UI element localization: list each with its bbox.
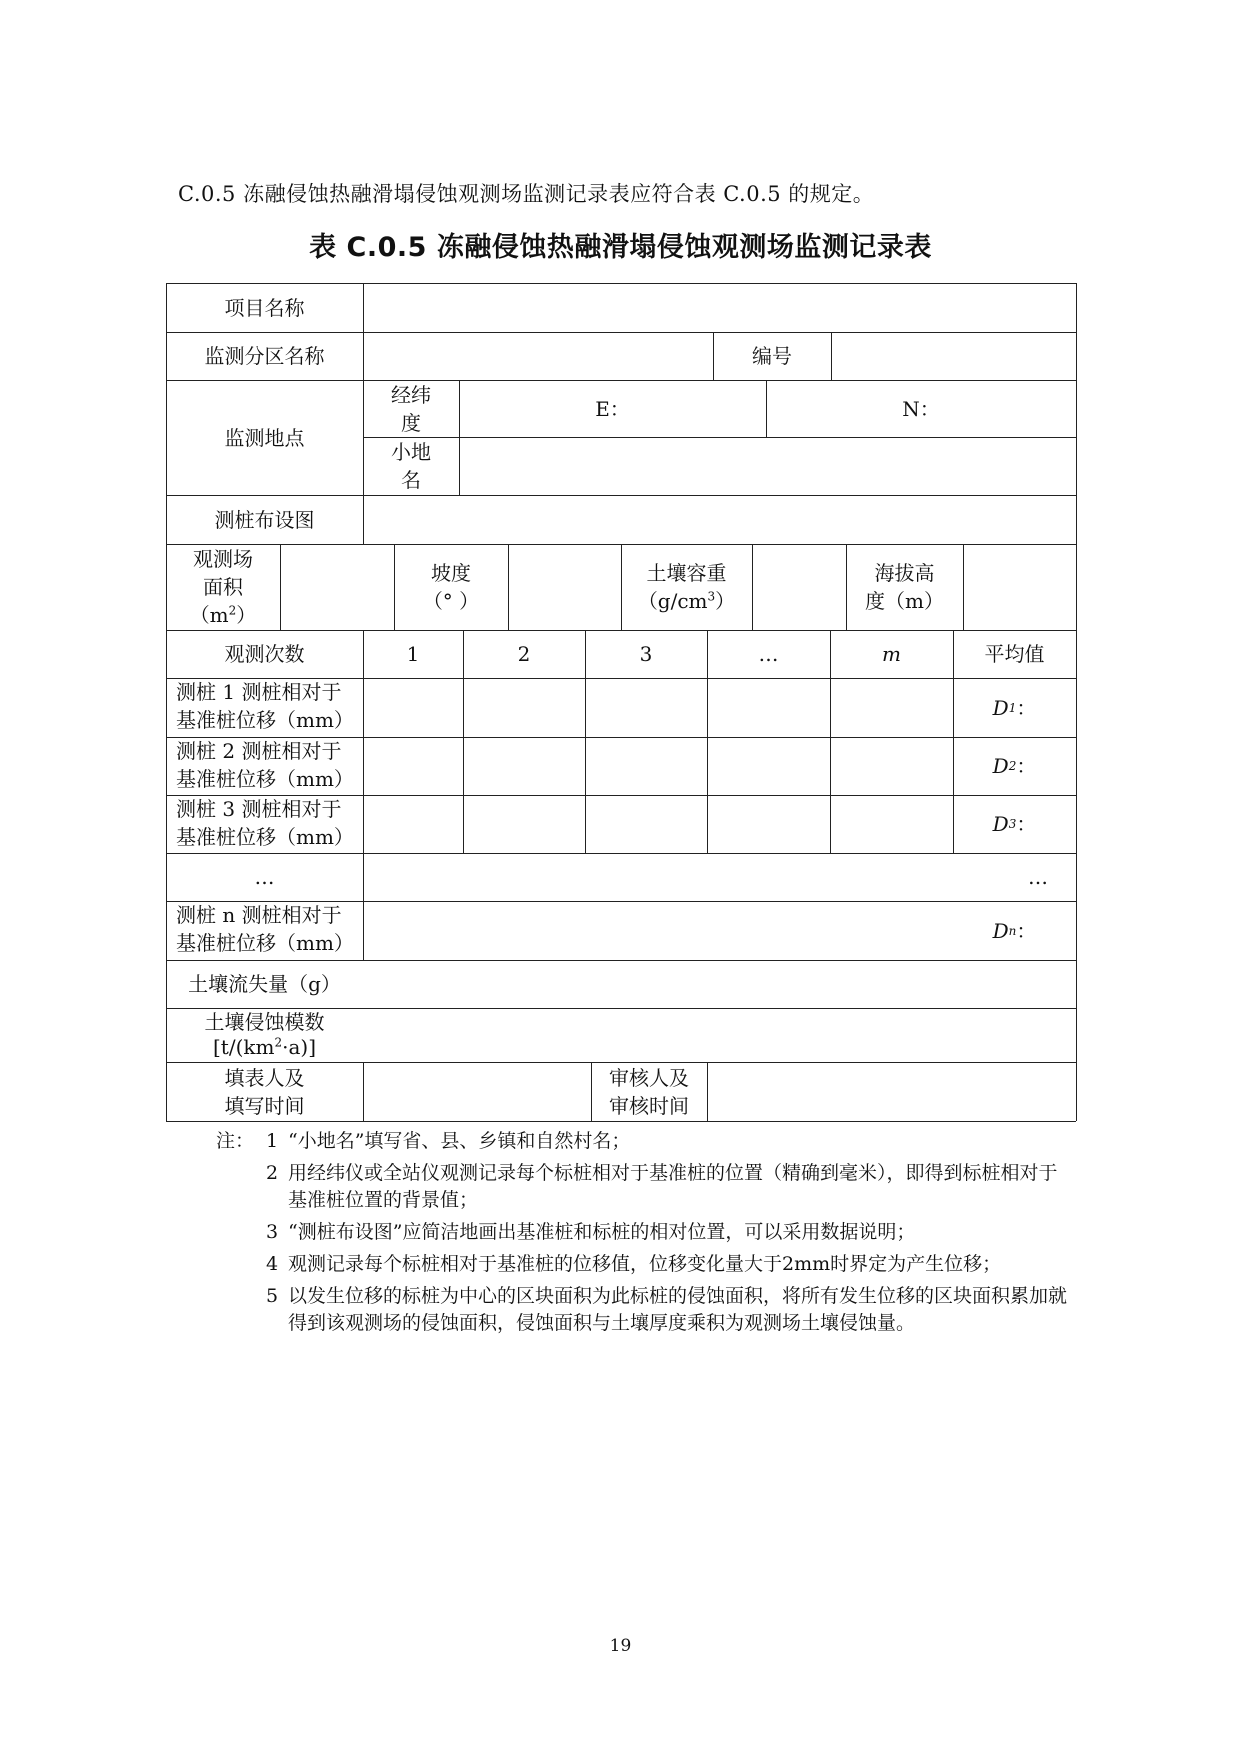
- observation-col-2: 2: [517, 642, 531, 666]
- notes-head: 注：: [216, 1130, 255, 1152]
- ellipsis-row-average: …: [1028, 865, 1048, 889]
- col-line: [752, 544, 753, 630]
- note-item: 2 用经纬仪或全站仪观测记录每个标桩相对于基准桩的位置（精确到毫米），即得到标桩相对于基准桩位置的背景值；: [266, 1162, 1058, 1211]
- layout-map-label: 测桩布设图: [214, 507, 315, 532]
- observation-col-3: 3: [639, 642, 653, 666]
- reviewer-label: 审核人及 审核时间: [609, 1065, 689, 1118]
- observation-col-ellipsis: …: [758, 642, 779, 666]
- page-number: 19: [609, 1636, 632, 1656]
- col-line: [707, 1062, 708, 1121]
- col-line: [508, 544, 509, 630]
- serial-number-label: 编号: [752, 344, 792, 368]
- project-name-label: 项目名称: [224, 295, 305, 320]
- filler-label: 填表人及 填写时间: [224, 1065, 305, 1118]
- pile-1-label: 测桩 1 测桩相对于 基准桩位移（mm）: [176, 680, 354, 732]
- table-border-bottom: [166, 1121, 1076, 1122]
- site-area-label: 观测场 面积 $(m^2)$: [189, 547, 257, 627]
- row-line: [363, 437, 1076, 438]
- col-line: [963, 544, 964, 630]
- note-item: 3 “测桩布设图”应简洁地画出基准桩和标桩的相对位置，可以采用数据说明；: [266, 1221, 916, 1243]
- place-name-label: 小地 名: [391, 440, 431, 492]
- observation-count-label: 观测次数: [224, 642, 305, 666]
- pile-n-average: D n ：: [992, 918, 1037, 943]
- record-table: [166, 283, 1076, 1121]
- notes-section: [216, 1128, 1076, 1342]
- pile-2-average: D 2 ：: [992, 754, 1037, 778]
- pile-1-average: D 1 ：: [992, 695, 1037, 720]
- table-border-right: [1076, 283, 1077, 1121]
- coordinates-label: 经纬 度: [391, 382, 431, 435]
- intro-sentence: C.0.5 冻融侵蚀热融滑塌侵蚀观测场监测记录表应符合表 C.0.5 的规定。: [178, 182, 875, 206]
- pile-3-average: D 3 ：: [992, 812, 1037, 836]
- ellipsis-row-label: …: [254, 865, 275, 889]
- note-item: 注： 1 “小地名”填写省、县、乡镇和自然村名；: [216, 1128, 1076, 1155]
- east-label: E：: [595, 396, 630, 421]
- location-label: 监测地点: [224, 425, 305, 450]
- observation-col-1: 1: [406, 642, 420, 666]
- pile-2-label: 测桩 2 测桩相对于 基准桩位移（mm）: [176, 739, 354, 791]
- col-line: [363, 630, 364, 960]
- zone-name-label: 监测分区名称: [204, 344, 325, 368]
- table-title: 表 C.0.5 冻融侵蚀热融滑塌侵蚀观测场监测记录表: [309, 232, 932, 263]
- bulk-density-label: 土壤容重 $(g/cm^3)$: [637, 561, 736, 613]
- col-line: [831, 332, 832, 380]
- note-item: 4 观测记录每个标桩相对于基准桩的位移值，位移变化量大于2mm时界定为产生位移；: [266, 1253, 1002, 1275]
- average-label: 平均值: [984, 642, 1045, 666]
- slope-label: 坡度 （° ）: [422, 561, 480, 613]
- soil-loss-label: 土壤流失量（g）: [188, 972, 341, 996]
- col-line: [363, 1062, 364, 1121]
- erosion-modulus-label: 土壤侵蚀模数 $[t/(km^2\cdot a)]$: [204, 1010, 325, 1059]
- north-label: N：: [902, 396, 940, 421]
- altitude-label: 海拔高 度（m）: [865, 561, 944, 613]
- pile-3-label: 测桩 3 测桩相对于 基准桩位移（mm）: [176, 797, 354, 849]
- col-line: [280, 544, 281, 630]
- pile-n-label: 测桩 n 测桩相对于 基准桩位移（mm）: [176, 903, 354, 955]
- note-item: 5 以发生位移的标桩为中心的区块面积为此标桩的侵蚀面积，将所有发生位移的区块面积累加就得到该观测场的侵蚀面积，侵蚀面积与土壤厚度乘积为观测场土壤侵蚀量。: [266, 1285, 1068, 1334]
- observation-col-m: m: [882, 642, 901, 666]
